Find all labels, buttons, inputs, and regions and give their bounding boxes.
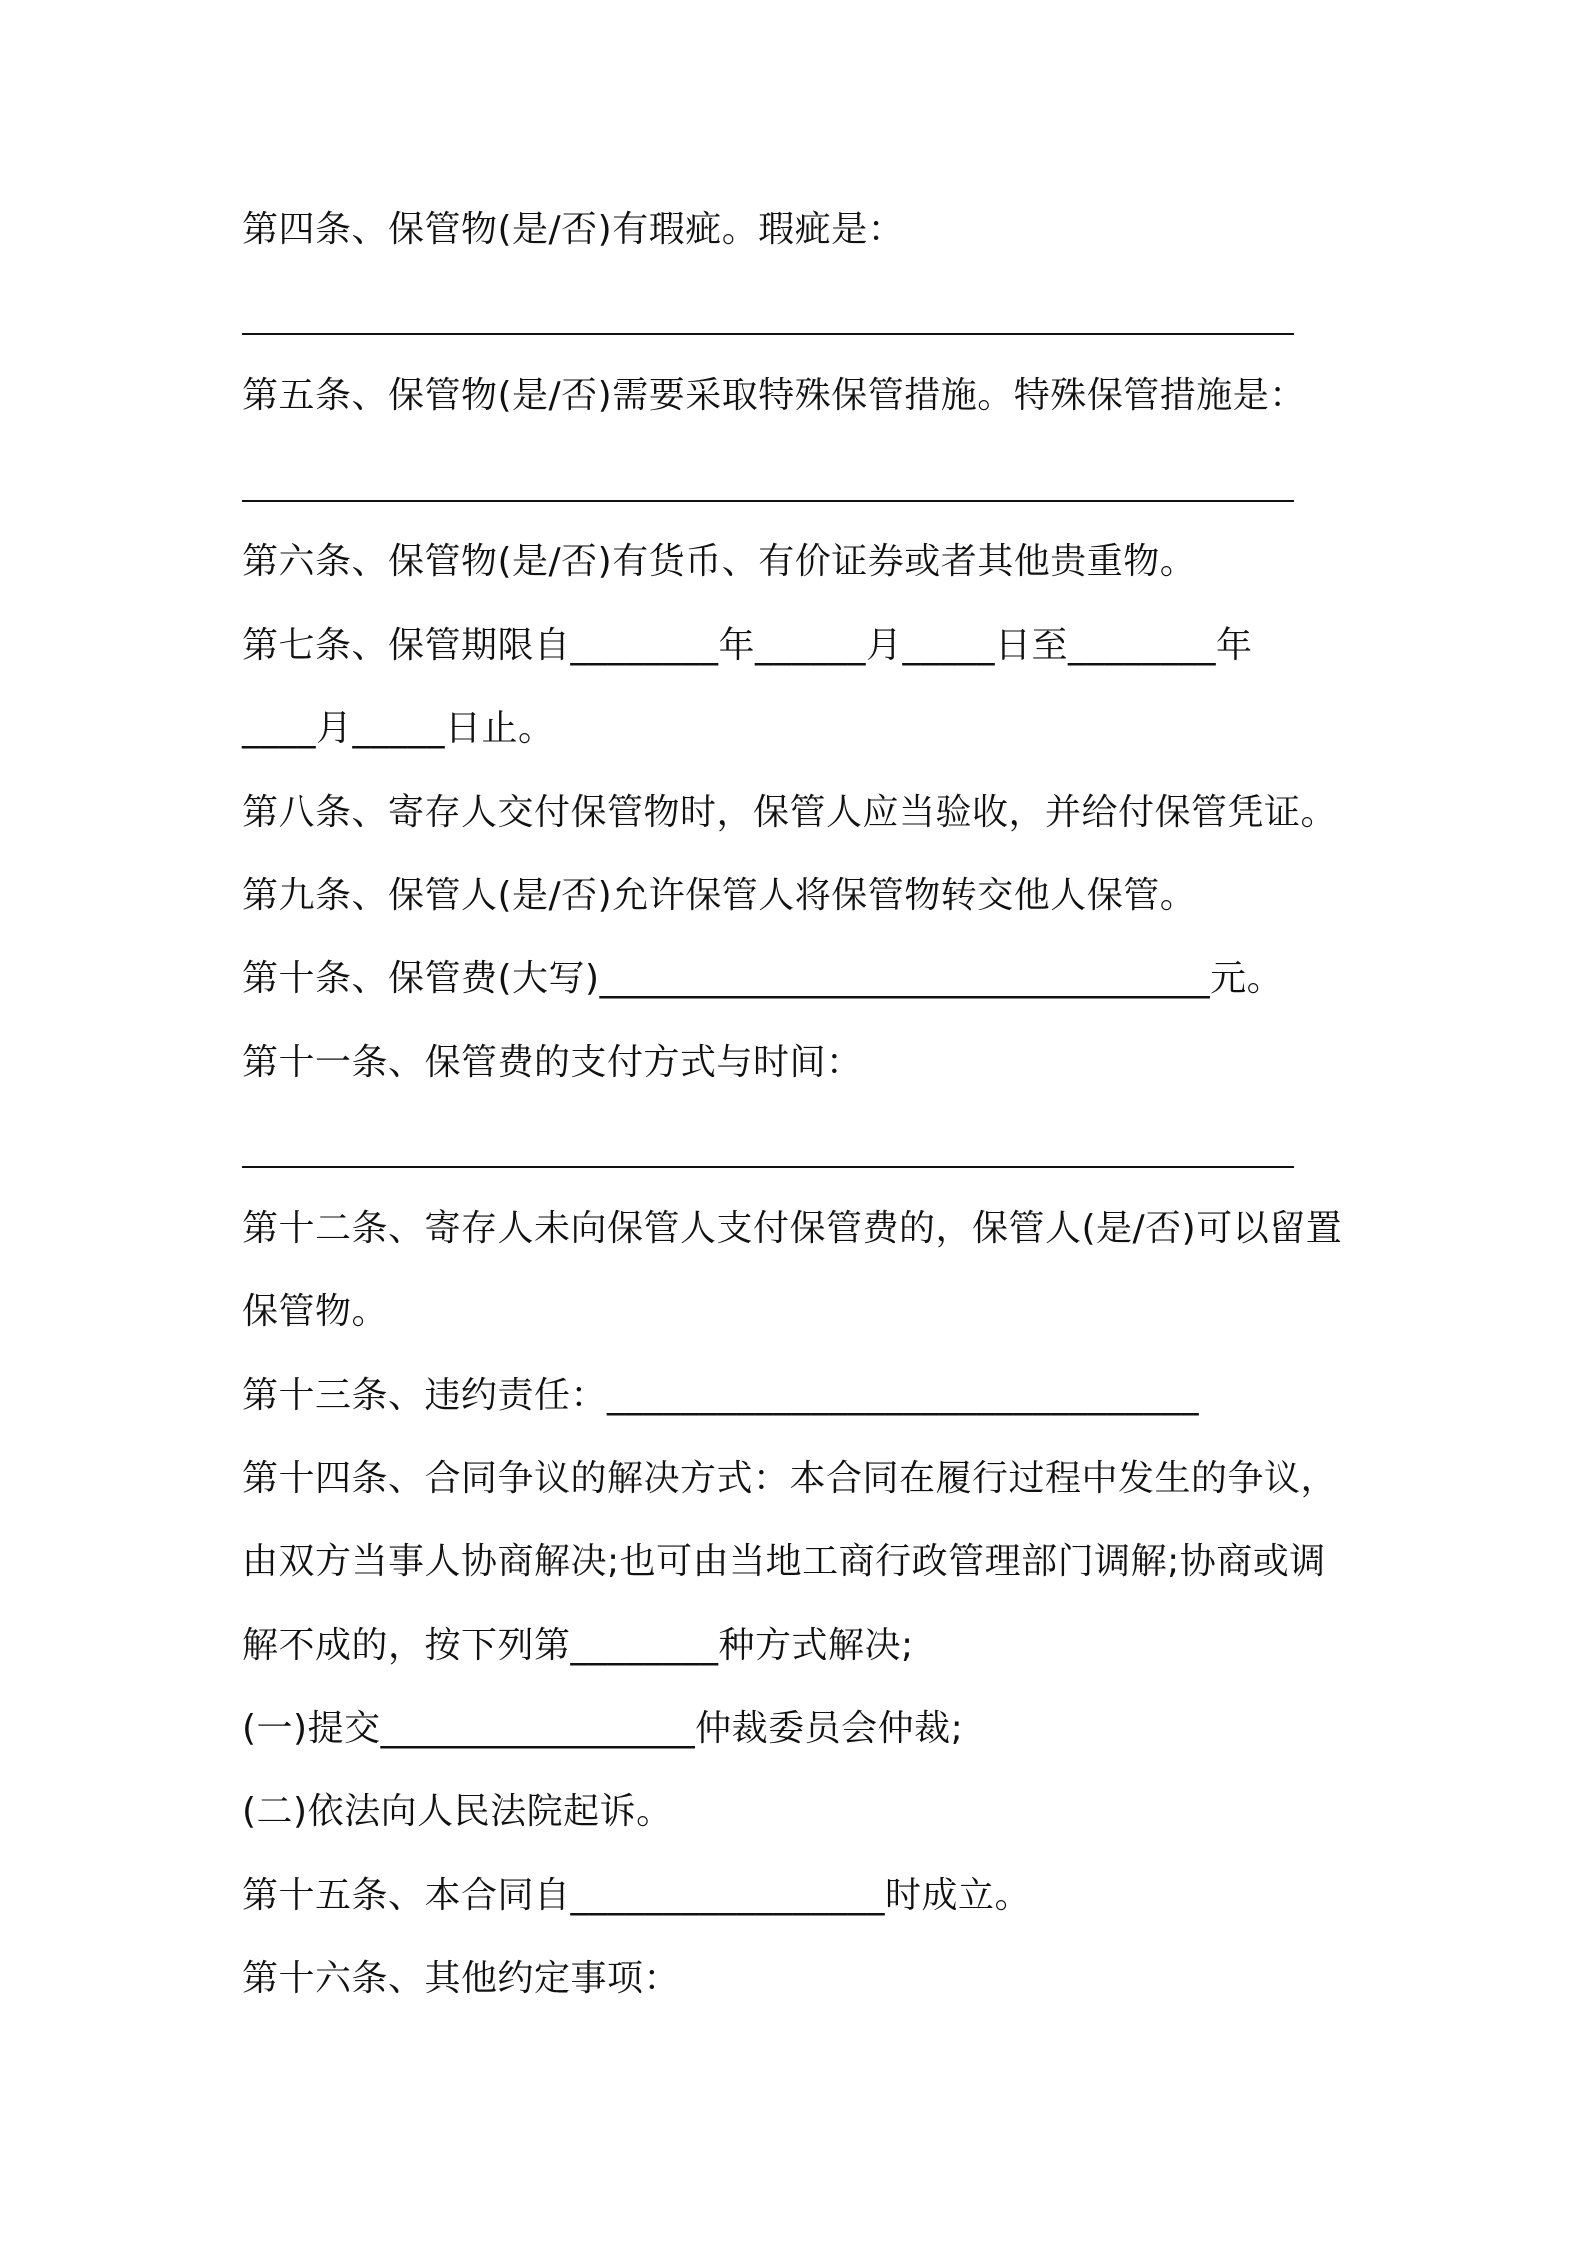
article-12-line-2: 保管物。 xyxy=(242,1291,389,1332)
fill-in-line-article-4 xyxy=(242,333,1294,335)
article-14-line-2: 由双方当事人协商解决;也可由当地工商行政管理部门调解;协商或调 xyxy=(242,1541,1326,1582)
fill-in-line-article-11 xyxy=(242,1166,1294,1168)
article-13: 第十三条、违约责任：________________________________ xyxy=(242,1375,1200,1416)
article-9: 第九条、保管人(是/否)允许保管人将保管物转交他人保管。 xyxy=(242,875,1197,916)
article-8: 第八条、寄存人交付保管物时，保管人应当验收，并给付保管凭证。 xyxy=(242,792,1338,833)
fill-in-line-article-5 xyxy=(242,500,1294,502)
article-6: 第六条、保管物(是/否)有货币、有价证券或者其他贵重物。 xyxy=(242,541,1197,582)
article-14-line-3: 解不成的，按下列第________种方式解决; xyxy=(242,1625,914,1666)
article-11: 第十一条、保管费的支付方式与时间： xyxy=(242,1042,863,1083)
option-2: (二)依法向人民法院起诉。 xyxy=(242,1791,673,1832)
article-12-line-1: 第十二条、寄存人未向保管人支付保管费的，保管人(是/否)可以留置 xyxy=(242,1208,1343,1249)
article-7-line-1: 第七条、保管期限自________年______月_____日至________年 xyxy=(242,625,1253,666)
article-5: 第五条、保管物(是/否)需要采取特殊保管措施。特殊保管措施是： xyxy=(242,375,1306,416)
option-1: (一)提交_________________仲裁委员会仲裁; xyxy=(242,1708,964,1749)
article-4: 第四条、保管物(是/否)有瑕疵。瑕疵是： xyxy=(242,209,905,250)
article-7-line-2: ____月_____日止。 xyxy=(242,708,555,749)
article-15: 第十五条、本合同自_________________时成立。 xyxy=(242,1875,1032,1916)
article-14-line-1: 第十四条、合同争议的解决方式：本合同在履行过程中发生的争议， xyxy=(242,1458,1338,1499)
article-16: 第十六条、其他约定事项： xyxy=(242,1958,681,1999)
article-10: 第十条、保管费(大写)_________________________________元。 xyxy=(242,958,1284,999)
